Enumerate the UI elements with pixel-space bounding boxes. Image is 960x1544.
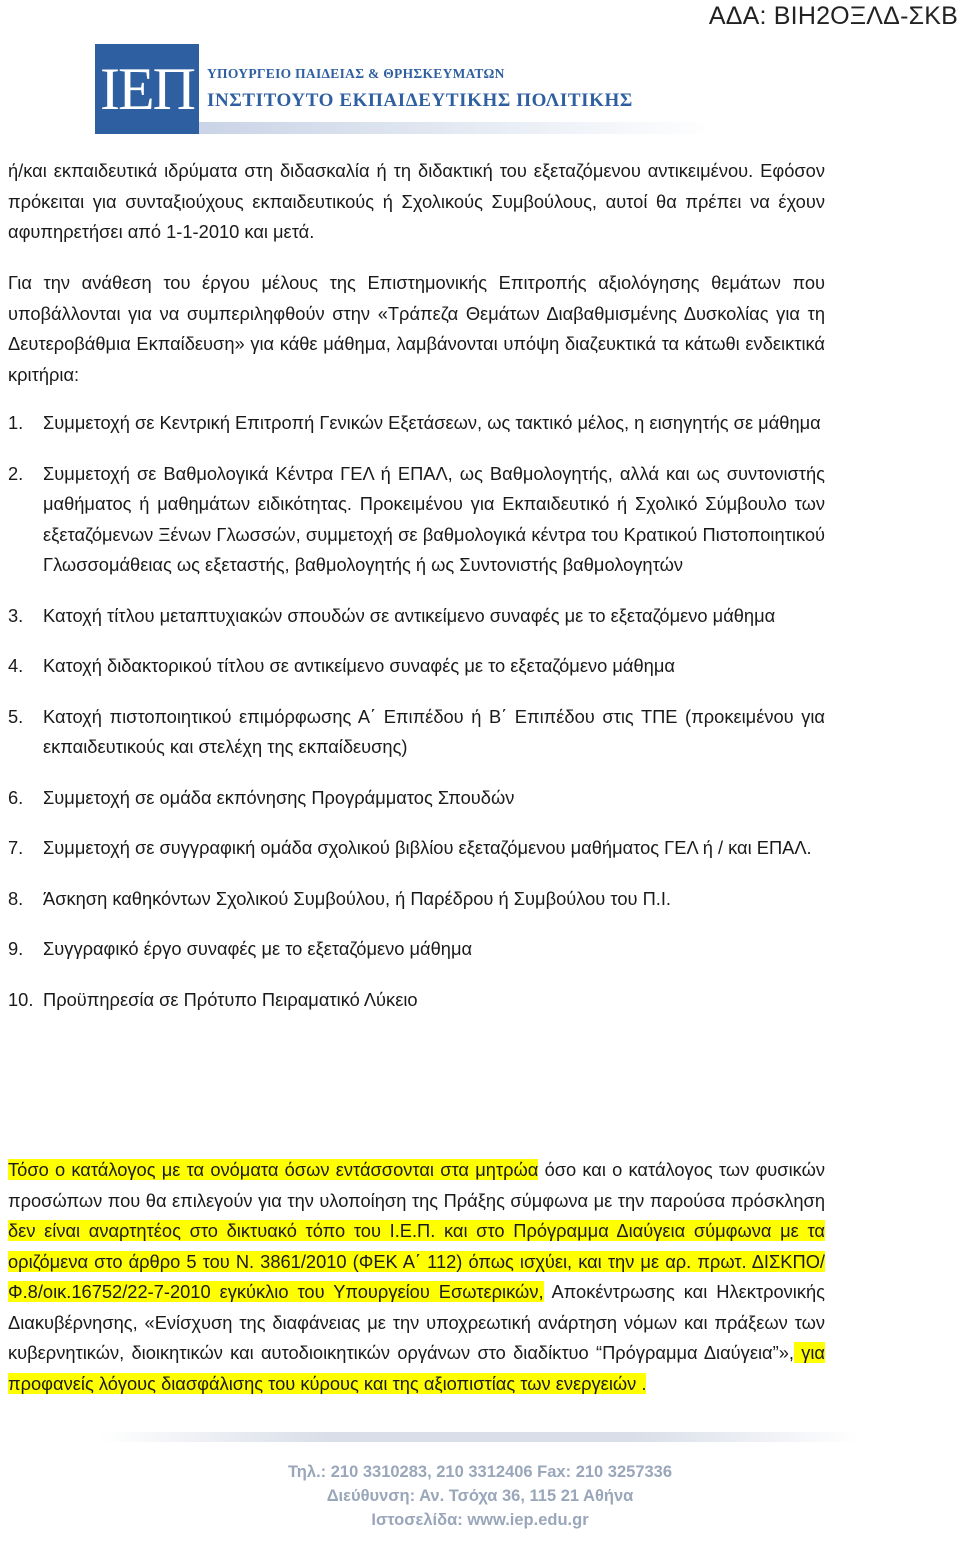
- footer-address: Διεύθυνση: Αν. Τσόχα 36, 115 21 Αθήνα: [326, 1487, 634, 1505]
- paragraph-criteria-intro: Για την ανάθεση του έργου μέλους της Επιστημονικής Επιτροπής αξιολόγησης θεμάτων που υποβάλλονται για να συμπεριληφθούν στην «Τράπεζα Θεμάτων Διαβαθμισμένης Δυσκολίας για τη Δευτεροβάθμια Εκπαίδευση» για κάθε μάθημα, λαμβάνονται υπόψη διαζευκτικά τα κάτωθι ενδεικτικά κριτήρια:: [8, 272, 825, 385]
- criteria-number: 3.: [8, 604, 24, 626]
- criteria-item: [8, 702, 825, 763]
- criteria-number: 8.: [8, 887, 24, 909]
- ada-code: ΑΔΑ: ΒΙΗ2ΟΞΛΔ-ΣΚΒ: [708, 2, 958, 30]
- criteria-text: Κατοχή πιστοποιητικού επιμόρφωσης Α΄ Επιπέδου ή Β΄ Επιπέδου στις ΤΠΕ (προκειμένου για εκπαιδευτικούς και στελέχη της εκπαίδευσης): [43, 705, 825, 757]
- footer-phone: Τηλ.: 210 3310283, 210 3312406 Fax: 210 3257336: [287, 1463, 673, 1481]
- criteria-text: Συμμετοχή σε ομάδα εκπόνησης Προγράμματος Σπουδών: [43, 786, 515, 808]
- logo-emblem: [95, 44, 199, 134]
- criteria-text: Κατοχή τίτλου μεταπτυχιακών σπουδών σε αντικείμενο συναφές με το εξεταζόμενο μάθημα: [43, 604, 776, 626]
- logo-letters: ΙΕΠ: [100, 56, 194, 122]
- logo-underline: [199, 122, 715, 134]
- iep-logo: [95, 44, 715, 136]
- criteria-item: [8, 783, 825, 814]
- criteria-item: [8, 934, 825, 965]
- criteria-item: [8, 985, 825, 1016]
- plain-span: Αποκέντρωσης και Ηλεκτρονικής Διακυβέρνησης, «Ενίσχυση της διαφάνειας με την υποχρεωτική ανάρτηση νόμων και πράξεων των κυβερνητικών, διοικητικών και αυτοδιοικητικών οργάνων στο διαδίκτυο “Πρόγραμμα Διαύγεια”»,: [8, 1281, 825, 1363]
- criteria-item: [8, 408, 825, 439]
- logo-institute-name: ΙΝΣΤΙΤΟΥΤΟ ΕΚΠΑΙΔΕΥΤΙΚΗΣ ΠΟΛΙΤΙΚΗΣ: [207, 90, 633, 111]
- criteria-text: Συγγραφικό έργο συναφές με το εξεταζόμενο μάθημα: [43, 938, 473, 959]
- footer-contact: [100, 1460, 860, 1532]
- criteria-item: [8, 459, 825, 581]
- footer: [100, 1432, 860, 1544]
- footer-website: Ιστοσελίδα: www.iep.edu.gr: [371, 1511, 589, 1529]
- highlight-span: Τόσο ο κατάλογος με τα ονόματα όσων εντάσσονται στα μητρώα: [8, 1159, 539, 1180]
- criteria-number: 5.: [8, 705, 24, 727]
- criteria-text: Συμμετοχή σε συγγραφική ομάδα σχολικού βιβλίου εξεταζόμενου μαθήματος ΓΕΛ ή / και ΕΠΑΛ.: [43, 837, 812, 858]
- highlight-span: δεν είναι αναρτητέος στο δικτυακό τόπο του Ι.Ε.Π. και στο Πρόγραμμα Διαύγεια σύμφωνα με τα οριζόμενα στο άρθρο 5 του Ν. 3861/2010 (ΦΕΚ Α΄ 112) όπως ισχύει, και την με αρ. πρωτ. ΔΙΣΚΠΟ/Φ.8/οικ.16752/22-7-2010 εγκύκλιο του Υπουργείου Εσωτερικών,: [8, 1220, 825, 1302]
- criteria-number: 2.: [8, 462, 24, 484]
- criteria-number: 4.: [8, 655, 24, 676]
- criteria-text: Κατοχή διδακτορικού τίτλου σε αντικείμενο συναφές με το εξεταζόμενο μάθημα: [43, 655, 675, 676]
- criteria-item: [8, 601, 825, 632]
- criteria-number: 6.: [8, 786, 24, 808]
- plain-span: όσο και ο κατάλογος των φυσικών προσώπων που θα επιλεγούν για την υλοποίηση της Πράξης σύμφωνα με την παρούσα πρόσκληση: [8, 1159, 825, 1211]
- criteria-number: 9.: [8, 938, 24, 959]
- criteria-text: Άσκηση καθηκόντων Σχολικού Συμβούλου, ή Παρέδρου ή Συμβούλου του Π.Ι.: [43, 887, 672, 909]
- highlight-span: για προφανείς λόγους διασφάλισης του κύρους και της αξιοπιστίας των ενεργειών .: [8, 1342, 826, 1394]
- logo-ministry-name: ΥΠΟΥΡΓΕΙΟ ΠΑΙΔΕΙΑΣ & ΘΡΗΣΚΕΥΜΑΤΩΝ: [207, 66, 505, 81]
- criteria-list: [8, 408, 825, 1015]
- footer-divider: [100, 1432, 860, 1442]
- criteria-item: [8, 651, 825, 682]
- criteria-item: [8, 884, 825, 915]
- criteria-text: Συμμετοχή σε Βαθμολογικά Κέντρα ΓΕΛ ή ΕΠΑΛ, ως Βαθμολογητής, αλλά και ως συντονιστής μαθήματος ή μαθημάτων ειδικότητας. Προκειμένου για Εκπαιδευτικό ή Σχολικό Σύμβουλο των εξεταζόμενων Ξένων Γλωσσών, συμμετοχή σε βαθμολογικά κέντρα του Κρατικού Πιστοποιητικού Γλωσσομάθειας ως εξεταστής, βαθμολογητής ή ως Συντονιστής βαθμολογητών: [43, 462, 825, 575]
- publication-notice-paragraph: [8, 1155, 825, 1399]
- criteria-text: Συμμετοχή σε Κεντρική Επιτροπή Γενικών Εξετάσεων, ως τακτικό μέλος, η εισηγητής σε μάθημα: [43, 412, 821, 433]
- criteria-number: 1.: [8, 412, 24, 433]
- criteria-text: Προϋπηρεσία σε Πρότυπο Πειραματικό Λύκειο: [43, 988, 418, 1010]
- criteria-item: [8, 833, 825, 864]
- paragraph-continuation: ή/και εκπαιδευτικά ιδρύματα στη διδασκαλία ή τη διδακτική του εξεταζόμενου αντικειμένου. Εφόσον πρόκειται για συνταξιούχους εκπαιδευτικούς ή Σχολικούς Συμβούλους, αυτοί θα πρέπει να έχουν αφυπηρετήσει από 1-1-2010 και μετά.: [8, 160, 825, 242]
- criteria-number: 10.: [8, 988, 34, 1010]
- criteria-number: 7.: [8, 837, 24, 858]
